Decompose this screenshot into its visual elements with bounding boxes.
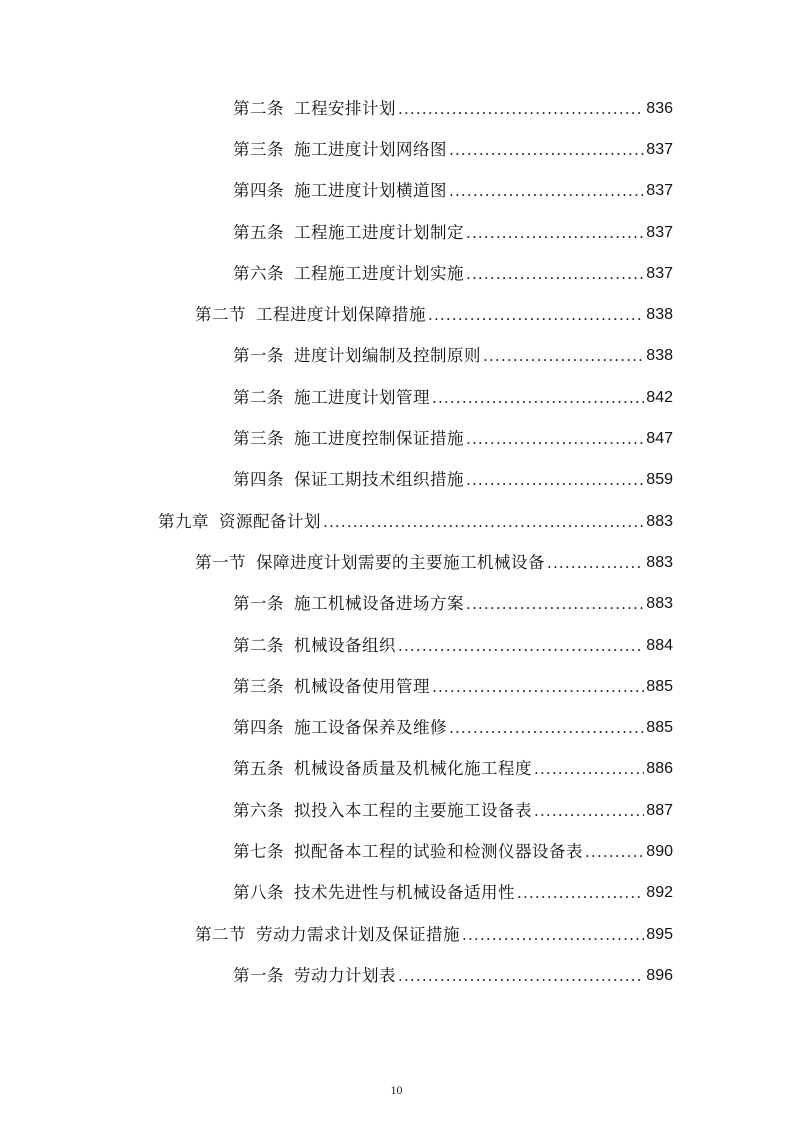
- toc-entry-page: 842: [646, 388, 673, 406]
- toc-entry-title: 拟配备本工程的试验和检测仪器设备表: [294, 841, 583, 861]
- dot-leader: [547, 553, 644, 573]
- toc-entry-label: 第一条: [233, 965, 284, 985]
- toc-entry[interactable]: [0, 914, 673, 955]
- toc-entry-label: 第一条: [233, 346, 284, 366]
- toc-entry-title: 施工进度控制保证措施: [294, 429, 464, 449]
- toc-entry-page: 837: [646, 140, 673, 158]
- toc-entry-page: 838: [646, 306, 673, 324]
- toc-entry-label: 第六条: [233, 800, 284, 820]
- toc-entry-label: 第二节: [195, 305, 246, 325]
- dot-leader: [534, 801, 644, 821]
- dot-leader: [323, 512, 644, 532]
- toc-entry[interactable]: [0, 625, 673, 666]
- toc-entry[interactable]: [0, 790, 673, 831]
- toc-entry[interactable]: [0, 584, 673, 625]
- toc-entry[interactable]: [0, 294, 673, 335]
- toc-entry-label: 第一节: [195, 552, 246, 572]
- toc-entry-label: 第四条: [233, 718, 284, 738]
- dot-leader: [398, 99, 644, 119]
- toc-entry-page: 885: [646, 677, 673, 695]
- toc-entry-title: 工程施工进度计划制定: [294, 222, 464, 242]
- toc-entry-page: 884: [646, 636, 673, 654]
- toc-entry-title: 机械设备质量及机械化施工程度: [294, 759, 532, 779]
- toc-entry[interactable]: [0, 418, 673, 459]
- toc-entry-page: 883: [646, 595, 673, 613]
- table-of-contents: [0, 88, 793, 997]
- toc-entry-page: 887: [646, 801, 673, 819]
- dot-leader: [585, 842, 644, 862]
- toc-entry-page: 836: [646, 99, 673, 117]
- toc-entry-label: 第八条: [233, 883, 284, 903]
- toc-entry-page: 885: [646, 719, 673, 737]
- toc-entry[interactable]: [0, 955, 673, 996]
- toc-entry-label: 第五条: [233, 222, 284, 242]
- dot-leader: [449, 140, 644, 160]
- toc-entry-page: 837: [646, 182, 673, 200]
- toc-entry-title: 施工进度计划横道图: [294, 181, 447, 201]
- toc-entry-title: 劳动力需求计划及保证措施: [256, 924, 460, 944]
- toc-entry-title: 劳动力计划表: [294, 965, 396, 985]
- dot-leader: [483, 346, 644, 366]
- toc-entry-label: 第六条: [233, 263, 284, 283]
- toc-entry-title: 施工机械设备进场方案: [294, 594, 464, 614]
- toc-entry[interactable]: [0, 873, 673, 914]
- dot-leader: [466, 470, 644, 490]
- toc-entry-label: 第七条: [233, 841, 284, 861]
- toc-entry[interactable]: [0, 377, 673, 418]
- toc-entry[interactable]: [0, 253, 673, 294]
- toc-entry[interactable]: [0, 707, 673, 748]
- toc-entry-label: 第三条: [233, 676, 284, 696]
- toc-entry-page: 886: [646, 760, 673, 778]
- toc-entry-title: 工程施工进度计划实施: [294, 263, 464, 283]
- toc-entry-title: 施工进度计划管理: [294, 387, 430, 407]
- toc-entry-title: 机械设备组织: [294, 635, 396, 655]
- toc-entry[interactable]: [0, 666, 673, 707]
- toc-entry-title: 施工进度计划网络图: [294, 139, 447, 159]
- toc-entry-title: 资源配备计划: [219, 511, 321, 531]
- toc-entry[interactable]: [0, 501, 673, 542]
- page-number: 10: [390, 1083, 403, 1097]
- toc-entry-title: 保障进度计划需要的主要施工机械设备: [256, 552, 545, 572]
- toc-entry[interactable]: [0, 460, 673, 501]
- dot-leader: [449, 181, 644, 201]
- toc-entry-title: 拟投入本工程的主要施工设备表: [294, 800, 532, 820]
- toc-entry-label: 第二条: [233, 98, 284, 118]
- dot-leader: [517, 883, 644, 903]
- toc-entry-label: 第三条: [233, 429, 284, 449]
- dot-leader: [428, 305, 644, 325]
- toc-entry-label: 第九章: [158, 511, 209, 531]
- toc-entry-page: 896: [646, 966, 673, 984]
- toc-entry-page: 838: [646, 347, 673, 365]
- toc-entry-title: 保证工期技术组织措施: [294, 470, 464, 490]
- dot-leader: [466, 223, 644, 243]
- toc-entry[interactable]: [0, 88, 673, 129]
- toc-entry[interactable]: [0, 542, 673, 583]
- toc-entry-page: 892: [646, 884, 673, 902]
- toc-entry-label: 第一条: [233, 594, 284, 614]
- toc-entry-page: 847: [646, 430, 673, 448]
- dot-leader: [466, 264, 644, 284]
- toc-entry-label: 第四条: [233, 470, 284, 490]
- toc-entry-page: 859: [646, 471, 673, 489]
- toc-entry-page: 895: [646, 925, 673, 943]
- toc-entry-title: 技术先进性与机械设备适用性: [294, 883, 515, 903]
- toc-entry-label: 第五条: [233, 759, 284, 779]
- dot-leader: [432, 677, 644, 697]
- toc-entry-title: 工程进度计划保障措施: [256, 305, 426, 325]
- toc-entry-page: 890: [646, 842, 673, 860]
- toc-entry-label: 第四条: [233, 181, 284, 201]
- toc-entry[interactable]: [0, 171, 673, 212]
- dot-leader: [466, 429, 644, 449]
- toc-entry-title: 机械设备使用管理: [294, 676, 430, 696]
- toc-entry[interactable]: [0, 129, 673, 170]
- toc-entry-page: 883: [646, 553, 673, 571]
- toc-entry-title: 施工设备保养及维修: [294, 718, 447, 738]
- toc-entry-label: 第二条: [233, 635, 284, 655]
- dot-leader: [398, 636, 644, 656]
- toc-entry[interactable]: [0, 831, 673, 872]
- dot-leader: [432, 388, 644, 408]
- dot-leader: [449, 718, 644, 738]
- toc-entry-label: 第二节: [195, 924, 246, 944]
- toc-entry-page: 883: [646, 512, 673, 530]
- toc-entry-title: 工程安排计划: [294, 98, 396, 118]
- dot-leader: [462, 925, 644, 945]
- toc-entry-title: 进度计划编制及控制原则: [294, 346, 481, 366]
- dot-leader: [466, 594, 644, 614]
- dot-leader: [398, 966, 644, 986]
- toc-entry-label: 第二条: [233, 387, 284, 407]
- toc-entry[interactable]: [0, 749, 673, 790]
- toc-entry-label: 第三条: [233, 139, 284, 159]
- toc-entry[interactable]: [0, 212, 673, 253]
- toc-entry[interactable]: [0, 336, 673, 377]
- toc-entry-page: 837: [646, 223, 673, 241]
- toc-entry-page: 837: [646, 264, 673, 282]
- dot-leader: [534, 759, 644, 779]
